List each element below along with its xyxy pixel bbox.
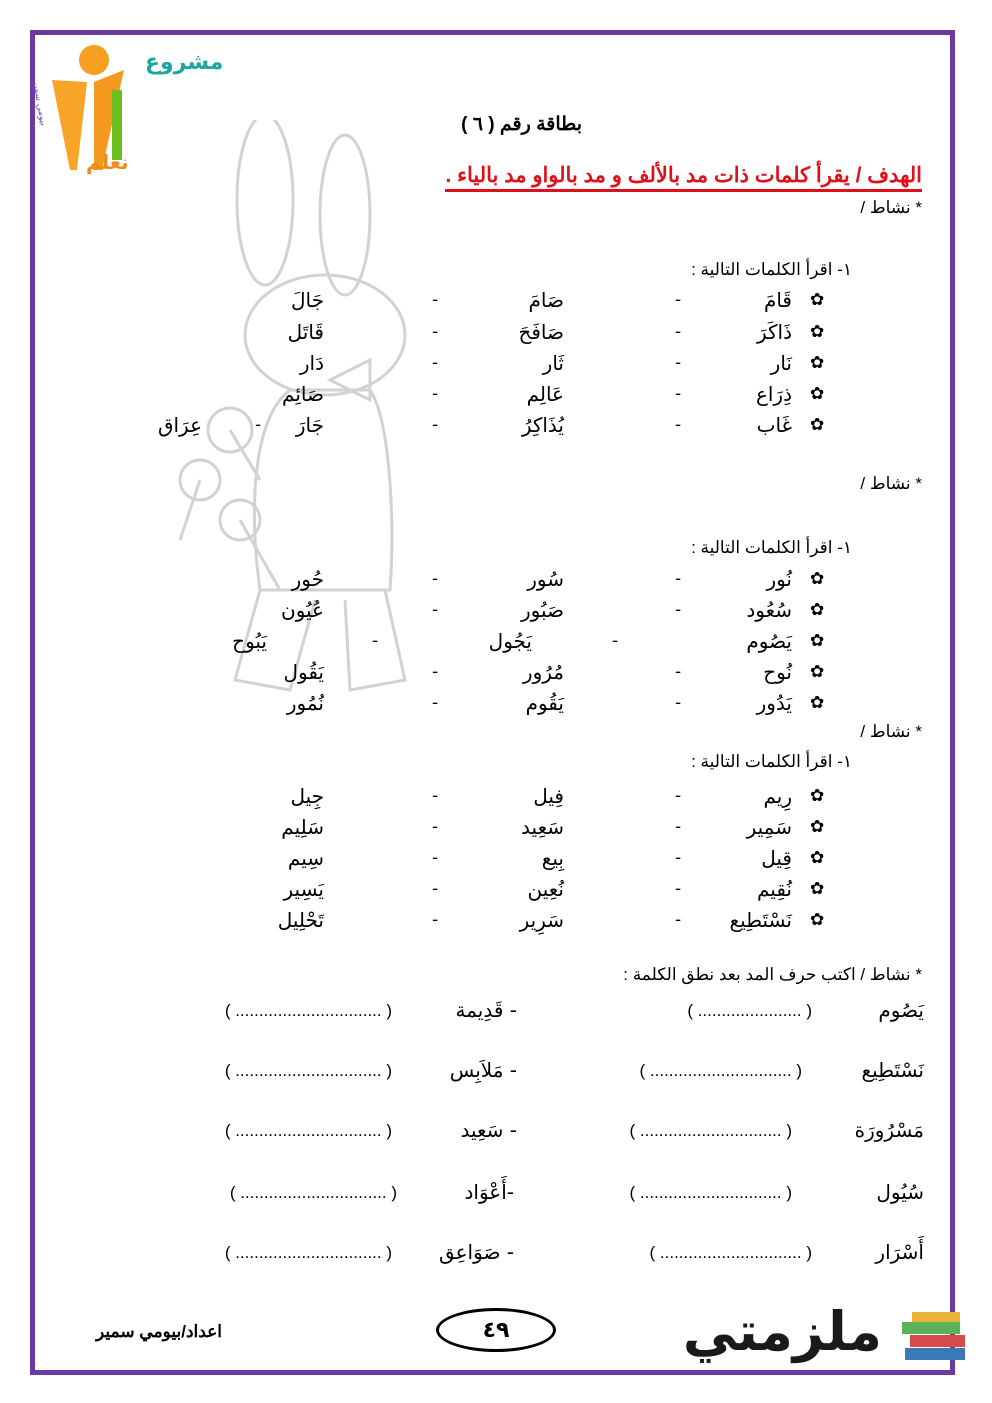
word: يَجُول [488,629,532,653]
dash: - [432,353,439,373]
dash: - [372,631,379,651]
word: يَصُوم [746,629,792,653]
word: سَلِيم [281,815,324,839]
word: يَبُوح [232,629,267,653]
flower-bullet-icon: ✿ [810,569,825,589]
flower-bullet-icon: ✿ [810,879,825,899]
word: جِيل [290,784,324,808]
word: نُمُور [286,691,324,715]
watermark-text: ملزمتي [682,1300,882,1363]
dash: - [675,384,682,404]
answer-blank[interactable]: ( ............................... ) [224,1121,392,1140]
card-title: بطاقة رقم ( ٦ ) [461,114,582,135]
flower-bullet-icon: ✿ [810,817,825,837]
flower-bullet-icon: ✿ [810,910,825,930]
word: سَرِير [519,908,564,932]
word: سِيم [287,846,324,870]
dash: - [612,631,619,651]
word: ذَاكَرَ [756,320,792,344]
word: نُقِيم [756,877,792,901]
dash: - [675,569,682,589]
word: سَمِير [746,815,792,839]
answer-blank[interactable]: ( .............................. ) [629,1183,792,1202]
dash: - [675,290,682,310]
write-word: - مَلاَبِس [449,1058,517,1082]
word: صَبُور [520,598,564,622]
flower-bullet-icon: ✿ [810,600,825,620]
word: صَامَ [528,288,564,312]
answer-blank[interactable]: ( .............................. ) [649,1243,812,1262]
dash: - [675,662,682,682]
word: قَاتَل [287,320,324,344]
dash: - [675,693,682,713]
write-instruction: * نشاط / اكتب حرف المد بعد نطق الكلمة : [623,965,922,984]
word: يَسِير [283,877,324,901]
write-word: أَسْرَار [875,1240,924,1264]
answer-blank[interactable]: ( ............................... ) [229,1183,397,1202]
word: نُعِين [527,877,564,901]
author-credit: اعداد/بيومي سمير [96,1322,223,1341]
word: سَعِيد [521,815,564,839]
word: ذِرَاع [755,382,792,406]
word: نَار [770,351,792,375]
dash: - [675,600,682,620]
flower-bullet-icon: ✿ [810,631,825,651]
word: ثَار [542,351,564,375]
dash: - [675,353,682,373]
dash: - [432,600,439,620]
page-number: ٤٩ [436,1308,556,1352]
goal-text: الهدف / يقرأ كلمات ذات مد بالألف و مد بالواو مد بالياء . [445,163,922,192]
word: صَافَحَ [518,320,564,344]
write-word: - قَدِيمة [455,998,517,1022]
instruction-2: ١- اقرأ الكلمات التالية : [691,538,852,557]
dash: - [432,290,439,310]
word: نُوح [763,660,792,684]
flower-bullet-icon: ✿ [810,693,825,713]
dash: - [432,817,439,837]
dash: - [432,415,439,435]
answer-blank[interactable]: ( ............................... ) [224,1243,392,1262]
flower-bullet-icon: ✿ [810,786,825,806]
answer-blank[interactable]: ( ............................... ) [224,1001,392,1020]
flower-bullet-icon: ✿ [810,848,825,868]
dash: - [432,786,439,806]
flower-bullet-icon: ✿ [810,415,825,435]
dash: - [432,879,439,899]
word: جَارَ [295,413,324,437]
books-stack-icon [900,1310,970,1365]
word: سُعُود [746,598,792,622]
dash: - [432,693,439,713]
activity-label-2: * نشاط / [860,474,922,493]
write-word: - سَعِيد [460,1118,517,1142]
word: جَالَ [291,288,324,312]
write-word: نَسْتَطِيع [861,1058,924,1082]
logo-bottom-text: نعلم [86,150,129,174]
write-word: سُيُول [876,1180,924,1204]
flower-bullet-icon: ✿ [810,290,825,310]
word: قِيل [761,846,792,870]
dash: - [255,415,262,435]
word: نُور [766,567,792,591]
flower-bullet-icon: ✿ [810,322,825,342]
write-word: -أَعْوَاد [464,1180,514,1204]
word: رِيم [763,784,792,808]
write-word: مَسْرُورَة [854,1118,924,1142]
dash: - [432,662,439,682]
flower-bullet-icon: ✿ [810,353,825,373]
word: عَالِم [526,382,564,406]
answer-blank[interactable]: ( .............................. ) [629,1121,792,1140]
dash: - [675,786,682,806]
logo-side-text: بيومي سمير [30,80,48,127]
word: عِرَاق [157,413,202,437]
dash: - [432,322,439,342]
word: تَحْلِيل [277,908,324,932]
dash: - [432,848,439,868]
activity-label-3: * نشاط / [860,722,922,741]
word: يَدُور [756,691,792,715]
write-word: يَصُوم [878,998,924,1022]
word: عُيُون [281,598,324,622]
dash: - [675,322,682,342]
flower-bullet-icon: ✿ [810,662,825,682]
word: قَامَ [763,288,792,312]
write-word: - صَوَاعِق [438,1240,514,1264]
word: مُرُور [522,660,564,684]
word: صَائِم [282,382,324,406]
instruction-3: ١- اقرأ الكلمات التالية : [691,752,852,771]
answer-blank[interactable]: ( ............................... ) [224,1061,392,1080]
word: دَار [299,351,324,375]
word: يُذَاكِرُ [521,413,564,437]
answer-blank[interactable]: ( .............................. ) [639,1061,802,1080]
answer-blank[interactable]: ( ...................... ) [687,1001,812,1020]
word: نَسْتَطِيع [729,908,792,932]
dash: - [432,384,439,404]
word: يَقُول [283,660,324,684]
logo-top-text: مشروع [145,50,224,75]
word: سُور [527,567,564,591]
dash: - [675,817,682,837]
word: فِيل [533,784,564,808]
dash: - [675,415,682,435]
dash: - [675,879,682,899]
dash: - [675,848,682,868]
dash: - [675,910,682,930]
activity-label-1: * نشاط / [860,198,922,217]
dash: - [432,569,439,589]
dash: - [432,910,439,930]
word: غَاب [756,413,792,437]
instruction-1: ١- اقرأ الكلمات التالية : [691,260,852,279]
word: يَقُوم [525,691,564,715]
word: حُور [291,567,324,591]
word: بِيع [541,846,564,870]
flower-bullet-icon: ✿ [810,384,825,404]
